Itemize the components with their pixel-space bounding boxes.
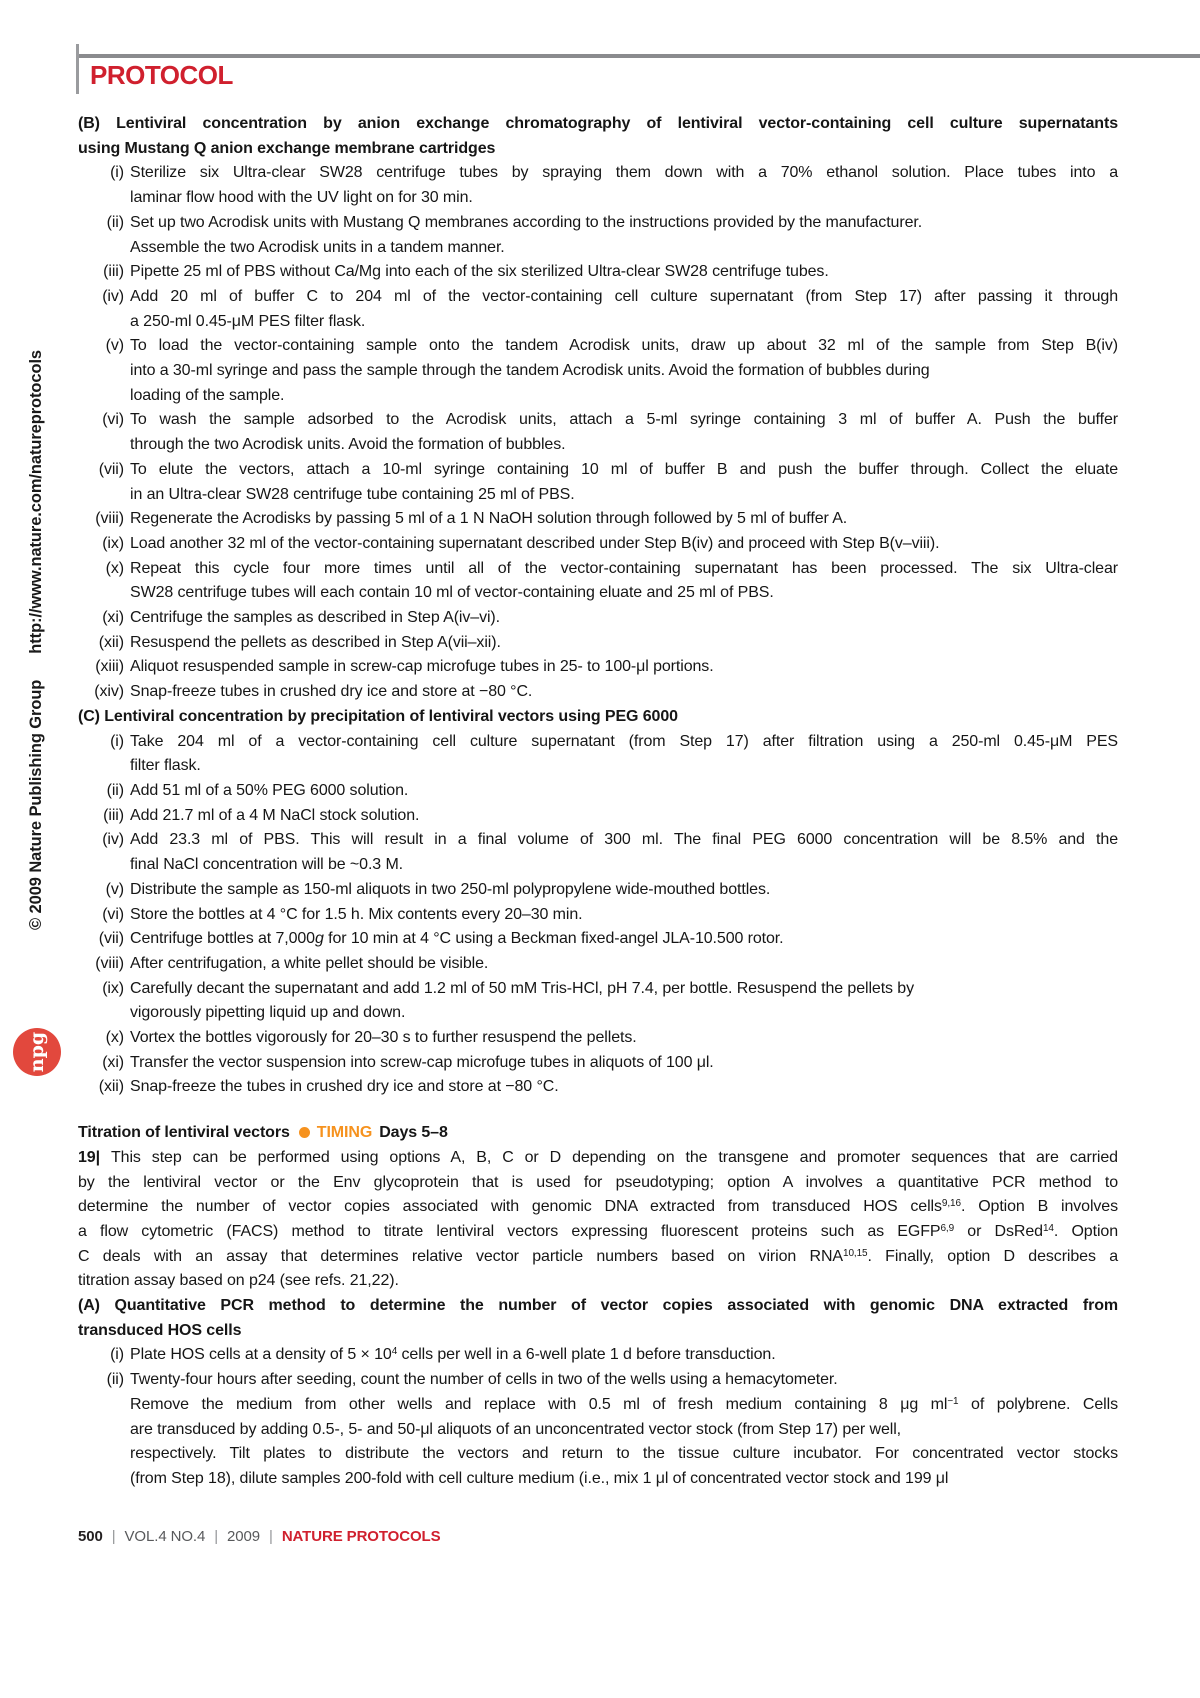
text-line: using Mustang Q anion exchange membrane cartridges	[78, 139, 496, 157]
step-roman-label: (xii)	[98, 1078, 124, 1096]
text-line: by the lentiviral vector or the Env glycoprotein that is used for pseudotyping; option A involves a quantitative PCR method to	[78, 1173, 1118, 1191]
list-item	[78, 532, 1118, 557]
text-line: laminar flow hood with the UV light on for 30 min.	[130, 189, 473, 207]
step-roman-label: (x)	[105, 559, 124, 577]
text-line: To elute the vectors, attach a 10-ml syringe containing 10 ml of buffer B and push the buffer through. Collect the eluate	[130, 460, 1118, 478]
timing-heading	[78, 1121, 1118, 1146]
step-roman-label: (ii)	[106, 781, 124, 799]
text-line: (B) Lentiviral concentration by anion exchange chromatography of lentiviral vector-containing cell culture supernatants	[78, 115, 1118, 132]
step-roman-label: (vii)	[98, 460, 124, 478]
text-line: are transduced by adding 0.5-, 5- and 50-μl aliquots of an unconcentrated vector stock (from Step 17) per well,	[130, 1420, 901, 1438]
text-line: Distribute the sample as 150-ml aliquots in two 250-ml polypropylene wide-mouthed bottles.	[130, 880, 771, 898]
text-line: (A) Quantitative PCR method to determine the number of vector copies associated with genomic DNA extracted from	[78, 1297, 1118, 1315]
text-line: Resuspend the pellets as described in Step A(vii–xii).	[130, 633, 501, 651]
list-item	[78, 903, 1118, 928]
page-footer	[78, 1528, 441, 1545]
text-line: Twenty-four hours after seeding, count the number of cells in two of the wells using a hemacytometer.	[130, 1371, 838, 1389]
step-roman-label: (vi)	[102, 411, 124, 429]
list-item	[78, 334, 1118, 408]
text-line: C deals with an assay that determines relative vector particle numbers based on virion RNA$^{10,15}$. Finally, option D describes a	[78, 1247, 1118, 1265]
list-item	[78, 557, 1118, 606]
list-item	[78, 606, 1118, 631]
text-line: transduced HOS cells	[78, 1321, 242, 1339]
text-line: Carefully decant the supernatant and add 1.2 ml of 50 mM Tris-HCl, pH 7.4, per bottle. Resuspend the pellets by	[130, 979, 914, 997]
step-roman-label: (iii)	[103, 263, 124, 281]
text-line: To wash the sample adsorbed to the Acrodisk units, attach a 5-ml syringe containing 3 ml of buffer A. Push the buffer	[130, 411, 1118, 429]
timing-days: Days 5–8	[379, 1124, 448, 1142]
sidebar-copyright: © 2009 Nature Publishing Group	[27, 679, 45, 930]
footer-journal-name: NATURE PROTOCOLS	[281, 1528, 441, 1545]
text-line: Vortex the bottles vigorously for 20–30 s to further resuspend the pellets.	[130, 1029, 637, 1047]
step-roman-label: (i)	[110, 1346, 124, 1364]
text-line: Add 21.7 ml of a 4 M NaCl stock solution.	[130, 806, 420, 824]
step-roman-label: (v)	[105, 880, 124, 898]
text-line: Repeat this cycle four more times until all of the vector-containing supernatant has been processed. The six Ultra-clear	[130, 559, 1118, 577]
text-line: Transfer the vector suspension into screw-cap microfuge tubes in aliquots of 100 μl.	[130, 1053, 714, 1071]
text-line: Assemble the two Acrodisk units in a tandem manner.	[130, 238, 505, 256]
text-line: (from Step 18), dilute samples 200-fold with cell culture medium (i.e., mix 1 μl of concentrated vector stock and 199 μl	[130, 1469, 949, 1487]
npg-logo	[13, 1028, 61, 1076]
list-item	[78, 458, 1118, 507]
list-item	[78, 1075, 1118, 1100]
timing-heading-title: Titration of lentiviral vectors	[78, 1124, 290, 1142]
list-item	[78, 952, 1118, 977]
text-line: into a 30-ml syringe and pass the sample through the tandem Acrodisk units. Avoid the formation of bubbles during	[130, 362, 930, 380]
text-line: (C) Lentiviral concentration by precipitation of lentiviral vectors using PEG 6000	[78, 707, 678, 725]
list-item	[78, 408, 1118, 457]
step-roman-label: (iv)	[102, 831, 124, 849]
step-roman-label: (ii)	[106, 1371, 124, 1389]
text-line: vigorously pipetting liquid up and down.	[130, 1004, 406, 1022]
text-line: respectively. Tilt plates to distribute the vectors and return to the tissue culture incubator. For concentrated vector stocks	[130, 1445, 1118, 1463]
text-line: a 250-ml 0.45-μM PES filter flask.	[130, 312, 366, 330]
list-item	[78, 1368, 1118, 1492]
step-roman-label: (i)	[110, 164, 124, 182]
step-roman-label: (xii)	[98, 633, 124, 651]
list-item	[78, 927, 1118, 952]
text-line: filter flask.	[130, 757, 201, 775]
text-line: Aliquot resuspended sample in screw-cap microfuge tubes in 25- to 100-μl portions.	[130, 658, 714, 676]
text-line: Centrifuge the samples as described in Step A(iv–vi).	[130, 609, 500, 627]
step-roman-label: (ix)	[102, 534, 124, 552]
text-line: through the two Acrodisk units. Avoid the formation of bubbles.	[130, 436, 566, 454]
header-left-tick	[76, 44, 79, 94]
list-item	[78, 828, 1118, 877]
section-heading	[78, 1294, 1118, 1343]
npg-logo-text: npg	[26, 1031, 48, 1073]
text-line: Take 204 ml of a vector-containing cell culture supernatant (from Step 17) after filtration using a 250-ml 0.45-μM PES	[130, 732, 1118, 750]
footer-separator: |	[214, 1528, 219, 1545]
timing-label: TIMING	[316, 1124, 373, 1142]
list-item	[78, 1343, 1118, 1368]
list-item	[78, 779, 1118, 804]
sidebar-url: http://www.nature.com/natureprotocols	[27, 350, 45, 654]
step-roman-label: (ii)	[106, 213, 124, 231]
list-item	[78, 161, 1118, 210]
list-item	[78, 804, 1118, 829]
spacer	[78, 1100, 1118, 1121]
step-roman-label: (xiv)	[94, 683, 124, 701]
timing-bullet-icon	[299, 1127, 310, 1138]
list-item	[78, 631, 1118, 656]
numbered-step	[78, 1146, 1118, 1294]
footer-volume: VOL.4 NO.4	[124, 1528, 206, 1545]
text-line: Set up two Acrodisk units with Mustang Q membranes according to the instructions provided by the manufacturer.	[130, 213, 923, 231]
section-heading	[78, 112, 1118, 161]
section-heading	[78, 705, 1118, 730]
text-line: Pipette 25 ml of PBS without Ca/Mg into each of the six sterilized Ultra-clear SW28 centrifuge tubes.	[130, 263, 829, 281]
text-line: Add 51 ml of a 50% PEG 6000 solution.	[130, 781, 409, 799]
step-roman-label: (xiii)	[95, 658, 124, 676]
list-item	[78, 507, 1118, 532]
step-roman-label: (viii)	[95, 954, 124, 972]
text-line: determine the number of vector copies associated with genomic DNA extracted from transduced HOS cells$^{9,16}$. Option B involves	[78, 1198, 1118, 1216]
text-line: Store the bottles at 4 °C for 1.5 h. Mix contents every 20–30 min.	[130, 905, 583, 923]
sidebar-vertical-text	[27, 350, 46, 930]
step-roman-label: (xi)	[102, 1053, 124, 1071]
top-rule	[78, 54, 1200, 58]
text-line: a flow cytometric (FACS) method to titrate lentiviral vectors expressing fluorescent proteins such as EGFP$^{6,9}$ or DsRed$^{14}$. Option	[78, 1222, 1119, 1240]
footer-separator: |	[269, 1528, 273, 1545]
footer-page-number: 500	[78, 1528, 103, 1545]
list-item	[78, 878, 1118, 903]
list-item	[78, 260, 1118, 285]
list-item	[78, 211, 1118, 260]
text-line: SW28 centrifuge tubes will each contain 10 ml of vector-containing eluate and 25 ml of PBS.	[130, 584, 774, 602]
step-roman-label: (iv)	[102, 287, 124, 305]
text-line: Load another 32 ml of the vector-containing supernatant described under Step B(iv) and proceed with Step B(v–viii).	[130, 534, 940, 552]
step-roman-label: (v)	[105, 337, 124, 355]
list-item	[78, 680, 1118, 705]
list-item	[78, 730, 1118, 779]
list-item	[78, 655, 1118, 680]
text-line: titration assay based on p24 (see refs. 21,22).	[78, 1272, 399, 1290]
text-line: Regenerate the Acrodisks by passing 5 ml of a 1 N NaOH solution through followed by 5 ml of buffer A.	[130, 510, 848, 528]
text-line: Snap-freeze the tubes in crushed dry ice and store at −80 °C.	[130, 1078, 559, 1096]
text-line: After centrifugation, a white pellet should be visible.	[130, 954, 489, 972]
text-line: loading of the sample.	[130, 386, 285, 404]
text-line: in an Ultra-clear SW28 centrifuge tube containing 25 ml of PBS.	[130, 485, 575, 503]
footer-separator: |	[111, 1528, 116, 1545]
step-roman-label: (ix)	[102, 979, 124, 997]
text-line: Sterilize six Ultra-clear SW28 centrifuge tubes by spraying them down with a 70% ethanol solution. Place tubes into a	[130, 164, 1118, 182]
step-roman-label: (i)	[110, 732, 124, 750]
list-item	[78, 285, 1118, 334]
list-item	[78, 977, 1118, 1026]
text-line: Plate HOS cells at a density of $5 \times 10^4$ cells per well in a 6-well plate 1 d before transduction.	[130, 1346, 776, 1364]
text-line: Remove the medium from other wells and replace with 0.5 ml of fresh medium containing 8 μg $ml^{-1}$ of polybrene. Cells	[130, 1395, 1118, 1413]
text-line: Add 23.3 ml of PBS. This will result in a final volume of 300 ml. The final PEG 6000 concentration will be 8.5% and the	[130, 831, 1118, 849]
text-line: Snap-freeze tubes in crushed dry ice and store at −80 °C.	[130, 683, 533, 701]
list-item	[78, 1051, 1118, 1076]
step-roman-label: (xi)	[102, 609, 124, 627]
step-roman-label: (iii)	[103, 806, 124, 824]
step-number: 19|	[78, 1148, 100, 1166]
text-line: To load the vector-containing sample onto the tandem Acrodisk units, draw up about 32 ml of the sample from Step B(iv)	[130, 337, 1118, 355]
text-line: final NaCl concentration will be ~0.3 M.	[130, 856, 404, 874]
page-type-label: PROTOCOL	[90, 60, 233, 90]
text-line: 19| This step can be performed using options A, B, C or D depending on the transgene and promoter sequences that are carried	[78, 1148, 1118, 1166]
step-roman-label: (vi)	[102, 905, 124, 923]
step-roman-label: (vii)	[98, 930, 124, 948]
step-roman-label: (viii)	[95, 510, 124, 528]
footer-year: 2009	[227, 1528, 261, 1545]
list-item	[78, 1026, 1118, 1051]
step-roman-label: (x)	[105, 1029, 124, 1047]
protocol-content	[78, 112, 1118, 1492]
text-line: Add 20 ml of buffer C to 204 ml of the vector-containing cell culture supernatant (from Step 17) after passing it through	[130, 287, 1118, 305]
text-line: Centrifuge bottles at 7,000g for 10 min at 4 °C using a Beckman fixed-angel JLA-10.500 rotor.	[130, 930, 784, 948]
